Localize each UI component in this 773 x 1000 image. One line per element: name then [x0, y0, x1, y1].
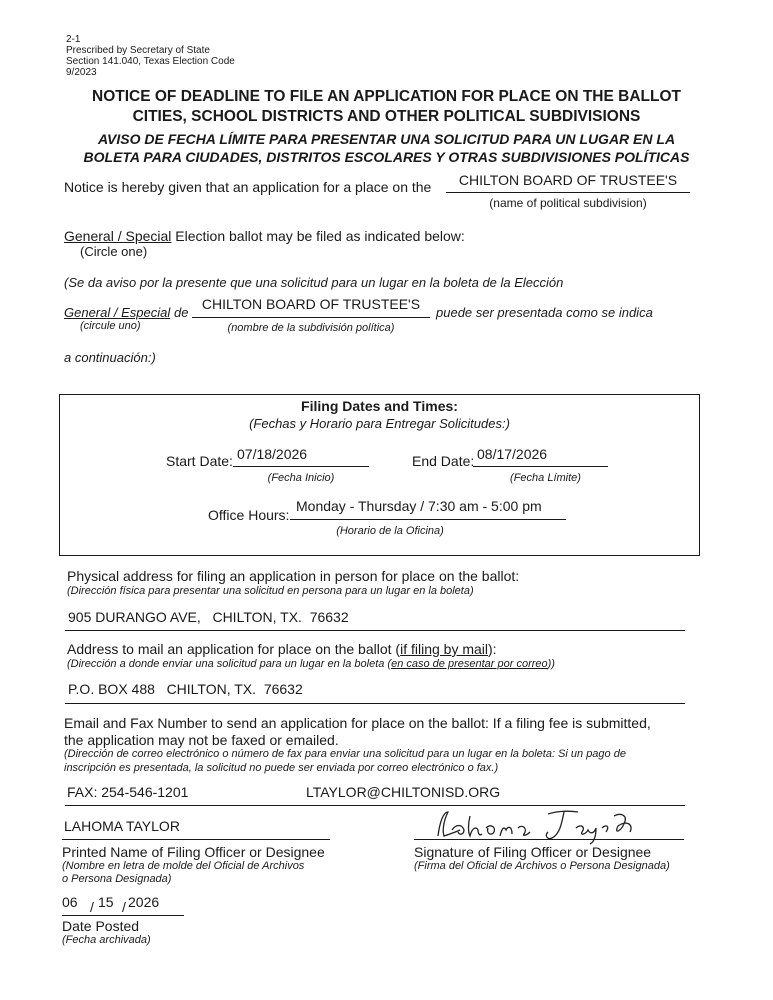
mail-label-es-end: )) [547, 658, 555, 670]
printed-name-label-es2: o Persona Designada) [62, 873, 172, 885]
end-date-value: 08/17/2026 [477, 446, 548, 462]
code-section: Section 141.040, Texas Election Code [66, 56, 235, 67]
ballot-line [64, 228, 465, 244]
mail-label-es-link: en caso de presentar por correo [391, 658, 548, 670]
signature-image [430, 806, 670, 846]
title-line1: NOTICE OF DEADLINE TO FILE AN APPLICATION FOR PLACE ON THE BALLOT [92, 88, 681, 105]
posted-year: 2026 [128, 894, 160, 910]
mail-label-es-text: (Dirección a donde enviar una solicitud para un lugar en la boleta ( [67, 658, 392, 670]
office-hours-value: Monday - Thursday / 7:30 am - 5:00 pm [296, 498, 542, 514]
start-date-label: Start Date: [166, 453, 233, 469]
start-date-caption: (Fecha Inicio) [267, 472, 335, 484]
ballot-text: Election ballot may be filed as indicated below: [175, 228, 465, 244]
mail-address-value: P.O. BOX 488 CHILTON, TX. 76632 [68, 681, 303, 697]
office-hours-caption: (Horario de la Oficina) [336, 525, 444, 537]
signature-line [414, 839, 684, 840]
title-line2: CITIES, SCHOOL DISTRICTS AND OTHER POLITICAL SUBDIVISIONS [132, 108, 641, 125]
es-de: de [174, 305, 189, 320]
es-subdivision-field [192, 296, 430, 318]
es-subdivision-caption: (nombre de la subdivisión política) [227, 322, 395, 334]
end-date-label: End Date: [412, 453, 475, 469]
end-date-caption: (Fecha Límite) [510, 472, 581, 484]
email-label-line2: the application may not be faxed or emailed. [64, 732, 339, 748]
subdivision-field [446, 172, 690, 193]
general-special: General / Special [64, 228, 172, 244]
title-es-line1: AVISO DE FECHA LÍMITE PARA PRESENTAR UNA SOLICITUD PARA UN LUGAR EN LA [97, 131, 676, 147]
filing-heading: Filing Dates and Times: [301, 398, 458, 414]
signature-label: Signature of Filing Officer or Designee [414, 844, 652, 860]
notice-prefix: Notice is hereby given that an application for a place on the [64, 179, 432, 195]
posted-sep2: / [122, 899, 126, 915]
physical-label-es: (Dirección física para presentar una solicitud en persona para un lugar en la boleta) [67, 585, 474, 597]
posted-month: 06 [62, 894, 78, 910]
printed-name-label: Printed Name of Filing Officer or Designee [62, 844, 325, 860]
es-continuation: a continuación:) [64, 350, 156, 365]
form-date: 9/2023 [66, 67, 97, 78]
subdivision-caption: (name of political subdivision) [489, 196, 647, 210]
es-circle: (circule uno) [80, 320, 141, 332]
fax-value: FAX: 254-546-1201 [67, 784, 189, 800]
mail-label-text: Address to mail an application for place on the ballot ( [67, 641, 401, 657]
mail-label-link: if filing by mail [400, 641, 489, 657]
fax-email-field [65, 781, 685, 806]
printed-name-field [62, 815, 330, 840]
es-subdivision-value: CHILTON BOARD OF TRUSTEE'S [201, 296, 421, 312]
mail-label-es [67, 658, 555, 670]
email-label-es-line2: inscripción es presentada, la solicitud no puede ser enviada por correo electrónico o fax.) [64, 762, 499, 774]
posted-day: 15 [98, 894, 114, 910]
physical-label: Physical address for filing an application in person for place on the ballot: [67, 568, 520, 584]
mail-label [67, 641, 497, 657]
es-puede: puede ser presentada como se indica [436, 305, 653, 320]
filing-heading-es: (Fechas y Horario para Entregar Solicitudes:) [249, 416, 510, 431]
email-label-line1: Email and Fax Number to send an application for place on the ballot: If a filing fee is submitted, [64, 715, 651, 731]
mail-label-end: ): [488, 641, 497, 657]
office-hours-label: Office Hours: [208, 507, 290, 523]
date-posted-field [62, 894, 184, 916]
physical-address-value: 905 DURANGO AVE, CHILTON, TX. 76632 [68, 609, 349, 625]
form-number: 2-1 [66, 34, 81, 45]
start-date-field [233, 446, 369, 467]
es-general-especial: General / Especial [64, 305, 171, 320]
printed-name-value: LAHOMA TAYLOR [64, 818, 180, 834]
es-intro: (Se da aviso por la presente que una solicitud para un lugar en la boleta de la Elección [64, 275, 564, 290]
title-es-line2: BOLETA PARA CIUDADES, DISTRITOS ESCOLARES Y OTRAS SUBDIVISIONES POLÍTICAS [83, 149, 690, 165]
start-date-value: 07/18/2026 [237, 446, 308, 462]
signature-label-es: (Firma del Oficial de Archivos o Persona Designada) [414, 860, 670, 872]
posted-sep1: / [90, 899, 94, 915]
email-value: LTAYLOR@CHILTONISD.ORG [306, 784, 501, 800]
date-posted-label-es: (Fecha archivada) [62, 934, 151, 946]
subdivision-value: CHILTON BOARD OF TRUSTEE'S [458, 172, 678, 188]
end-date-field [473, 446, 608, 467]
mail-address-field [65, 678, 685, 704]
prescribed-by: Prescribed by Secretary of State [66, 45, 210, 56]
circle-one: (Circle one) [80, 244, 148, 259]
physical-address-field [65, 606, 685, 631]
email-label-es-line1: (Dirección de correo electrónico o número de fax para enviar una solicitud para un lugar en la boleta: Si un pago de [64, 748, 626, 760]
office-hours-field [290, 498, 566, 520]
date-posted-label: Date Posted [62, 918, 140, 934]
printed-name-label-es1: (Nombre en letra de molde del Oficial de Archivos [62, 860, 305, 872]
